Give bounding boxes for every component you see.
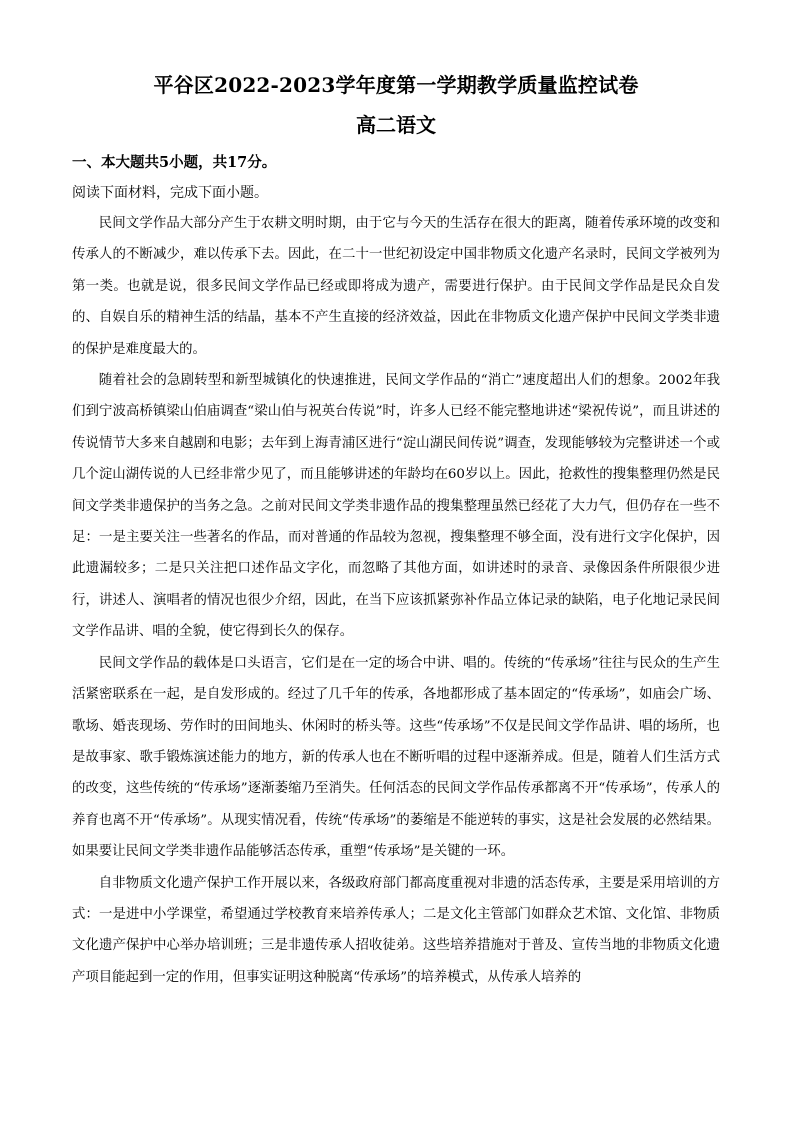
reading-passage — [72, 208, 720, 993]
passage-paragraph-2: 随着社会的急剧转型和新型城镇化的快速推进，民间文学作品的“消亡”速度超出人们的想象。2002年我们到宁波高桥镇梁山伯庙调查“梁山伯与祝英台传说”时，许多人已经不能完整地讲述“梁祝传说”，而且讲述的传说情节大多来自越剧和电影；去年到上海青浦区进行“淀山湖民间传说”调查，发现能够较为完整讲述一个或几个淀山湖传说的人已经非常少见了，而且能够讲述的年龄均在60岁以上。因此，抢救性的搜集整理仍然是民间文学类非遗保护的当务之急。之前对民间文学类非遗作品的搜集整理虽然已经花了大力气，但仍存在一些不足：一是主要关注一些著名的作品，而对普通的作品较为忽视，搜集整理不够全面，没有进行文字化保护，因此遗漏较多；二是只关注把口述作品文字化，而忽略了其他方面，如讲述时的录音、录像因条件所限很少进行，讲述人、演唱者的情况也很少介绍，因此，在当下应该抓紧弥补作品立体记录的缺陷，电子化地记录民间文学作品讲、唱的全貌，使它得到长久的保存。 — [72, 373, 720, 640]
exam-subject: 高二语文 — [356, 113, 436, 137]
passage-paragraph-4: 自非物质文化遗产保护工作开展以来，各级政府部门都高度重视对非遗的活态传承，主要是采用培训的方式：一是进中小学课堂，希望通过学校教育来培养传承人；二是文化主管部门如群众艺术馆、文化馆、非物质文化遗产保护中心举办培训班；三是非遗传承人招收徒弟。这些培养措施对于普及、宣传当地的非物质文化遗产项目能起到一定的作用，但事实证明这种脱离“传承场”的培养模式，从传承人培养的 — [72, 875, 720, 985]
section-heading: 一、本大题共5小题，共17分。 — [72, 154, 277, 171]
passage-paragraph-3: 民间文学作品的载体是口头语言，它们是在一定的场合中讲、唱的。传统的“传承场”往往与民众的生产生活紧密联系在一起，是自发形成的。经过了几千年的传承，各地都形成了基本固定的“传承场”，如庙会广场、歌场、婚丧现场、劳作时的田间地头、休闲时的桥头等。这些“传承场”不仅是民间文学作品讲、唱的场所，也是故事家、歌手锻炼演述能力的地方，新的传承人也在不断听唱的过程中逐渐养成。但是，随着人们生活方式的改变，这些传统的“传承场”逐渐萎缩乃至消失。任何活态的民间文学作品传承都离不开“传承场”，传承人的养育也离不开“传承场”。从现实情况看，传统“传承场”的萎缩是不能逆转的事实，这是社会发展的必然结果。如果要让民间文学类非遗作品能够活态传承，重塑“传承场”是关键的一环。 — [72, 655, 720, 860]
exam-title: 平谷区2022-2023学年度第一学期教学质量监控试卷 — [153, 73, 639, 97]
reading-instruction: 阅读下面材料，完成下面小题。 — [72, 185, 268, 201]
exam-page — [72, 70, 720, 993]
passage-paragraph-1: 民间文学作品大部分产生于农耕文明时期，由于它与今天的生活存在很大的距离，随着传承环境的改变和传承人的不断减少，难以传承下去。因此，在二十一世纪初设定中国非物质文化遗产名录时，民间文学被列为第一类。也就是说，很多民间文学作品已经或即将成为遗产，需要进行保护。由于民间文学作品是民众自发的、自娱自乐的精神生活的结晶，基本不产生直接的经济效益，因此在非物质文化遗产保护中民间文学类非遗的保护是难度最大的。 — [72, 216, 720, 357]
